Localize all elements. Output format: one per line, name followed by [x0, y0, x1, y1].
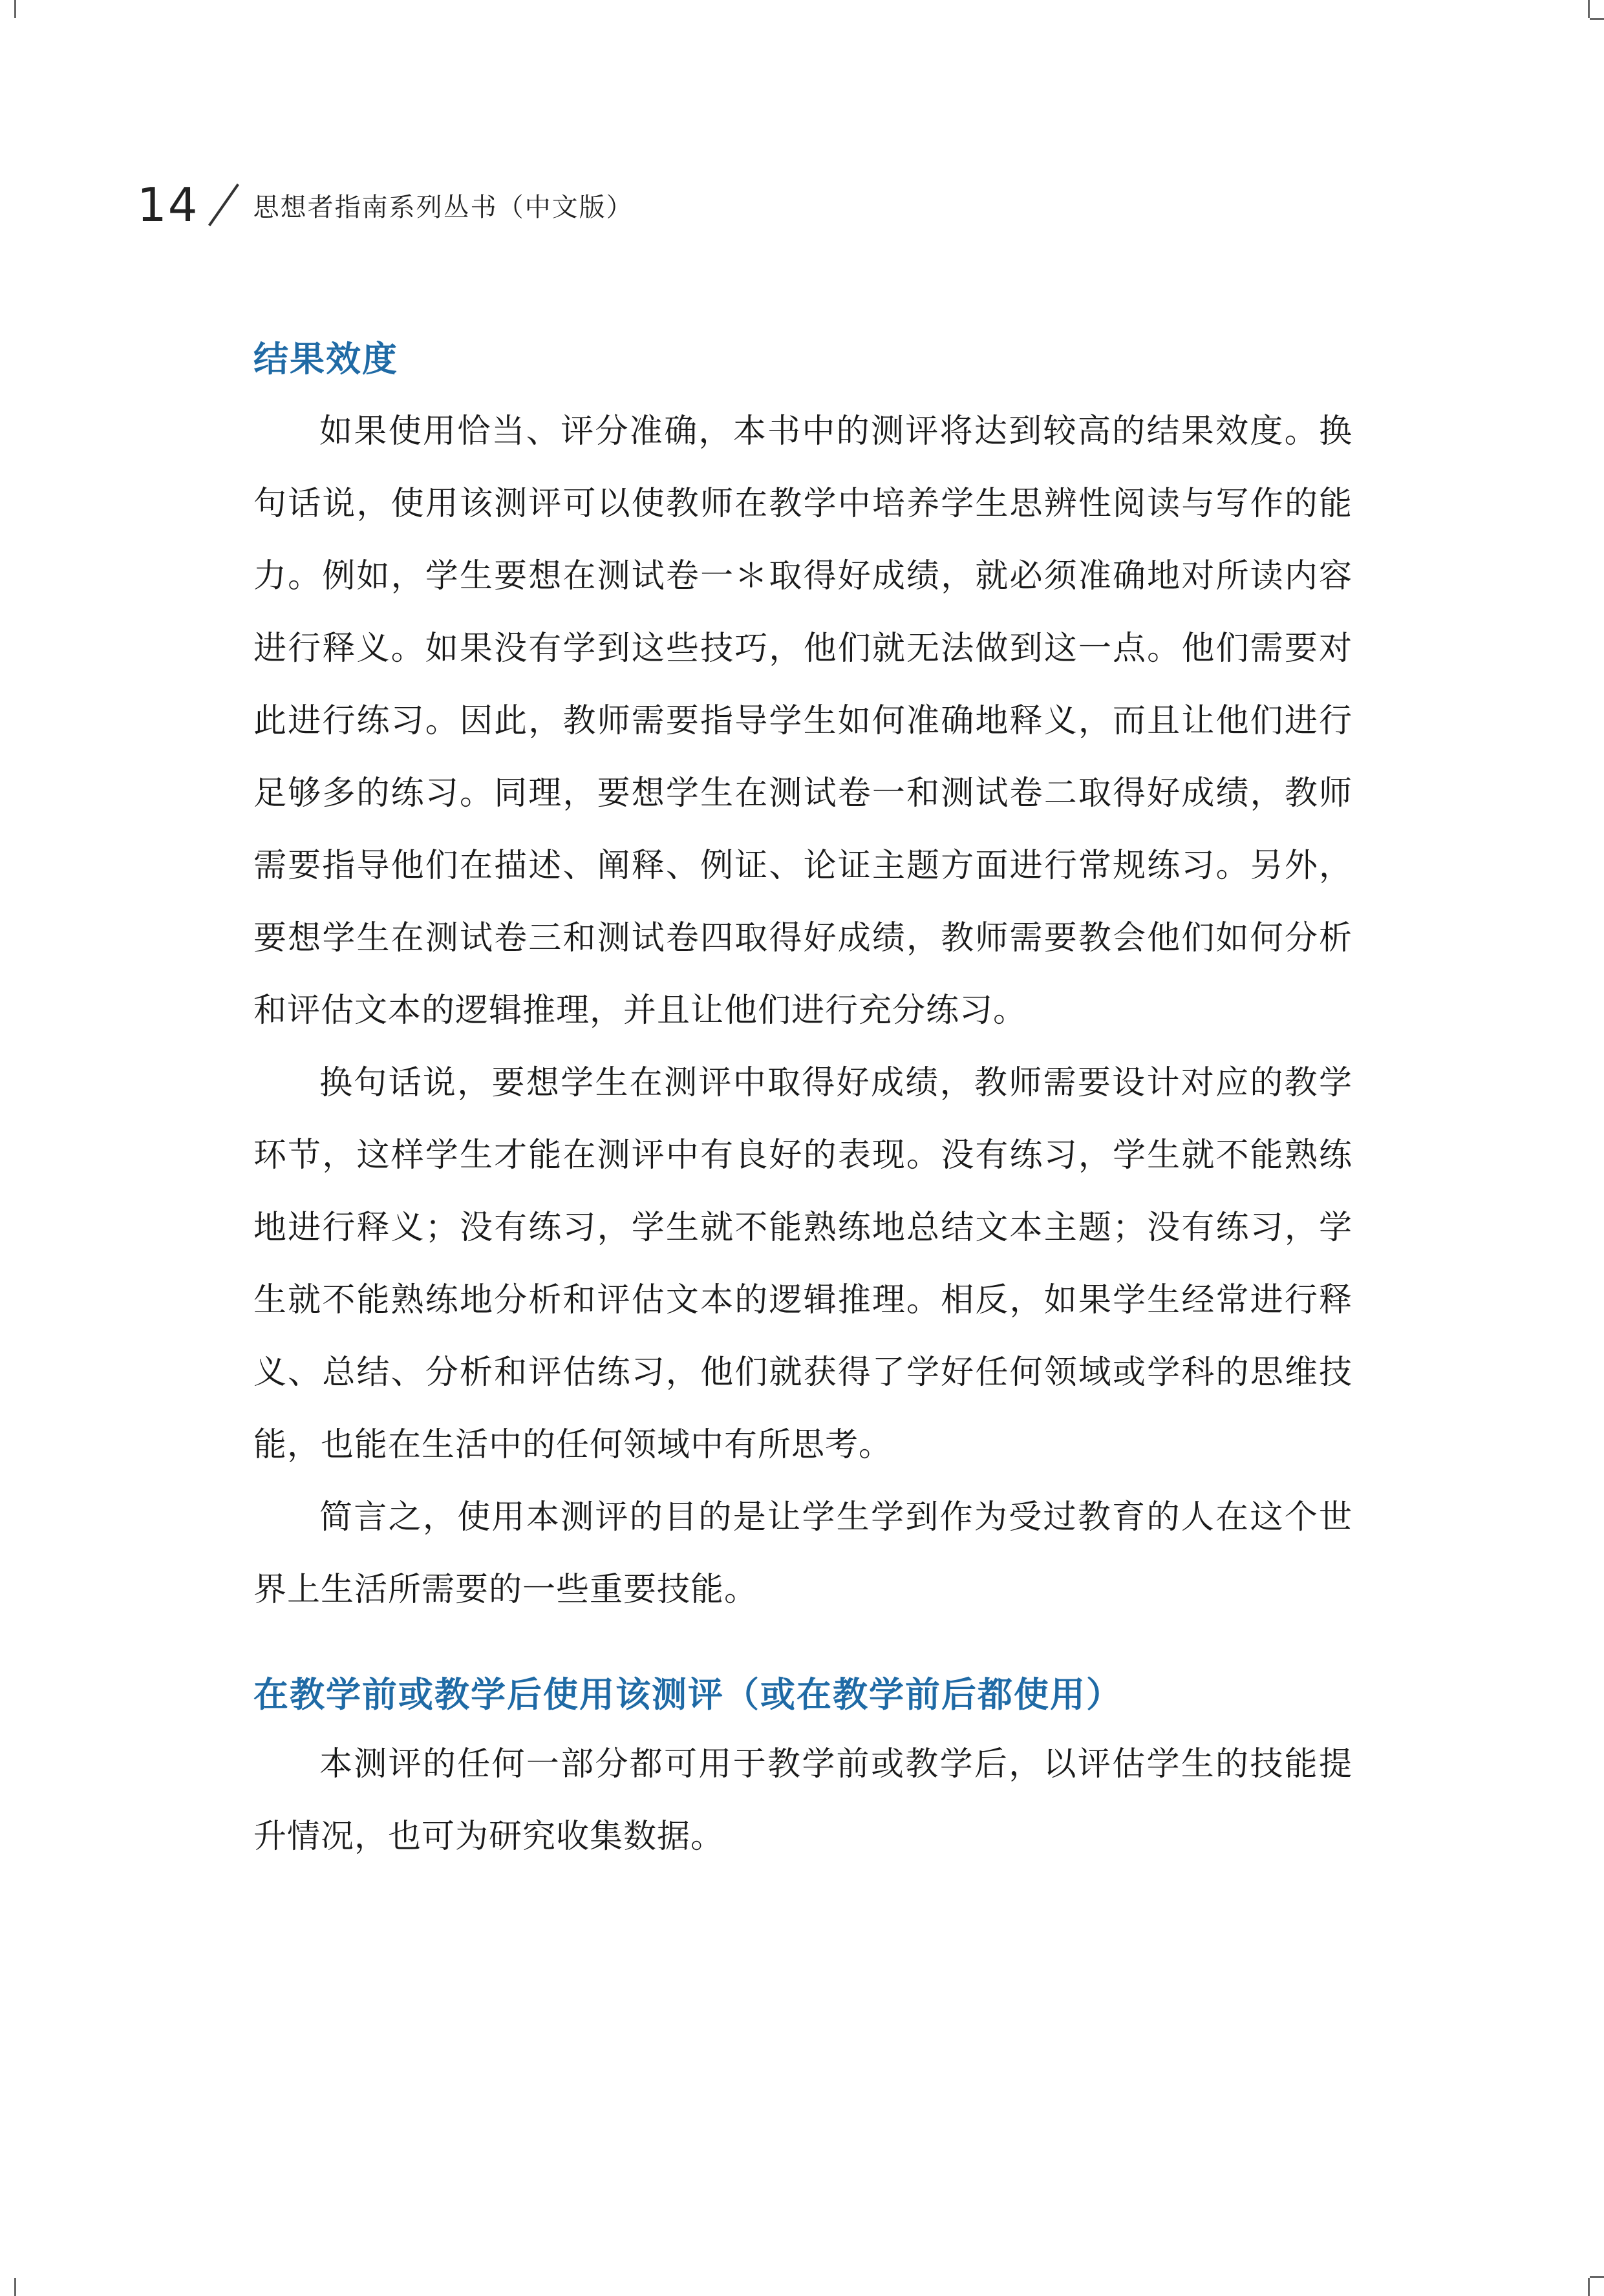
crop-mark-bottom-right [1588, 2278, 1590, 2296]
paragraph: 本测评的任何一部分都可用于教学前或教学后，以评估学生的技能提升情况，也可为研究收集数据。 [253, 1745, 1353, 1856]
paragraph: 简言之，使用本测评的目的是让学生学到作为受过教育的人在这个世界上生活所需要的一些重要技能。 [253, 1498, 1353, 1609]
section-outcome-validity [253, 328, 1353, 1626]
paragraph: 换句话说，要想学生在测评中取得好成绩，教师需要设计对应的教学环节，这样学生才能在测评中有良好的表现。没有练习，学生就不能熟练地进行释义；没有练习，学生就不能熟练地总结文本主题；没有练习，学生就不能熟练地分析和评估文本的逻辑推理。相反，如果学生经常进行释义、总结、分析和评估练习，他们就获得了学好任何领域或学科的思维技能，也能在生活中的任何领域中有所思考。 [253, 1064, 1353, 1464]
page-number: 14 [137, 178, 199, 232]
crop-mark-top-right [1588, 0, 1590, 18]
header-divider-slash [208, 184, 239, 226]
section-pre-post-use [253, 1664, 1353, 1873]
crop-mark-top-left [14, 0, 16, 18]
page-body [253, 328, 1353, 1873]
running-header [137, 176, 634, 234]
series-title: 思想者指南系列丛书（中文版） [253, 192, 634, 222]
crop-mark-bottom-left [14, 2278, 16, 2296]
paragraph: 如果使用恰当、评分准确，本书中的测评将达到较高的结果效度。换句话说，使用该测评可以使教师在教学中培养学生思辨性阅读与写作的能力。例如，学生要想在测试卷一＊取得好成绩，就必须准确地对所读内容进行释义。如果没有学到这些技巧，他们就无法做到这一点。他们需要对此进行练习。因此，教师需要指导学生如何准确地释义，而且让他们进行足够多的练习。同理，要想学生在测试卷一和测试卷二取得好成绩，教师需要指导他们在描述、阐释、例证、论证主题方面进行常规练习。另外，要想学生在测试卷三和测试卷四取得好成绩，教师需要教会他们如何分析和评估文本的逻辑推理，并且让他们进行充分练习。 [253, 412, 1353, 1030]
section-heading: 在教学前或教学后使用该测评（或在教学前后都使用） [253, 1674, 1122, 1715]
crop-mark-bottom-right-horizontal [1590, 2276, 1604, 2278]
crop-mark-top-right-horizontal [1590, 18, 1604, 20]
section-heading: 结果效度 [253, 339, 398, 379]
